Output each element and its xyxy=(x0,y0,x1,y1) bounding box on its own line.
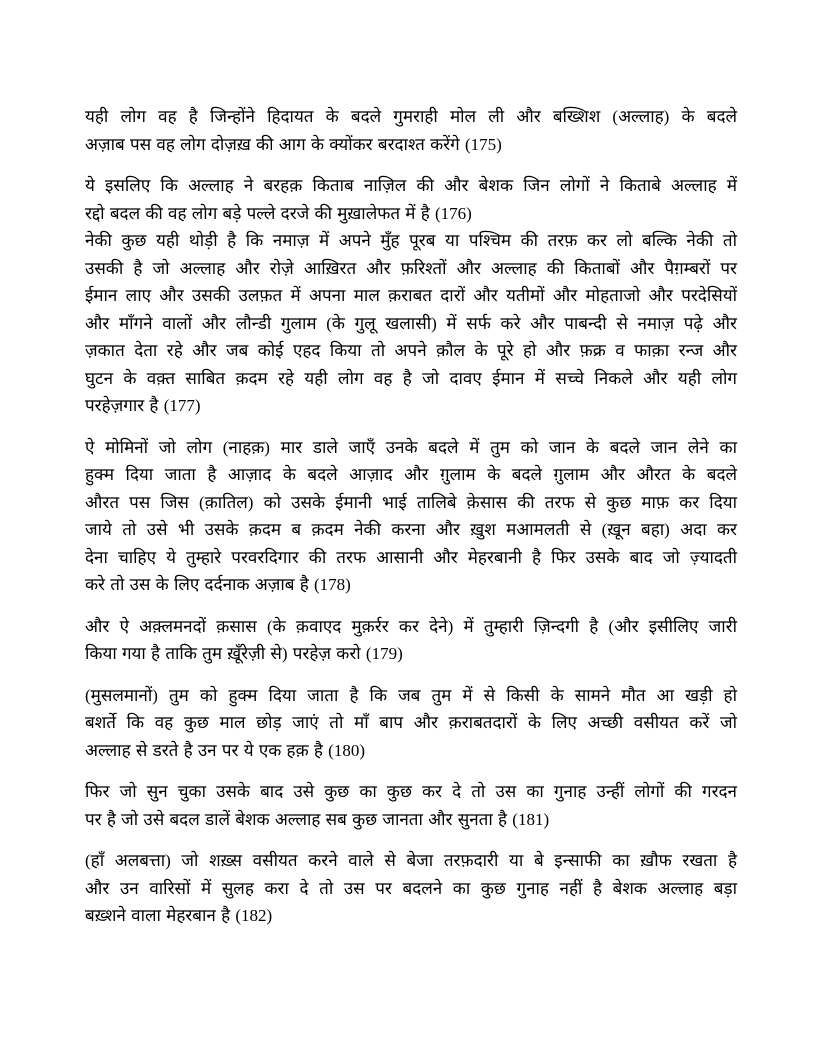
text-line: और ऐ अक़्लमनदों क़सास (के क़वाएद मुक़र्रर कर देने) में तुम्हारी ज़िन्दगी है (और इसीलिए जारी xyxy=(85,616,737,636)
text-line: उसकी है जो अल्लाह और रोज़े आख़िरत और फ़रिश्तों और अल्लाह की किताबों और पैग़म्बरों पर xyxy=(85,258,737,278)
text-line: हुक्म दिया जाता है आज़ाद के बदले आज़ाद और ग़ुलाम के बदले ग़ुलाम और औरत के बदले xyxy=(85,465,737,484)
text-line: औरत पस जिस (क़ातिल) को उसके ईमानी भाई तालिबे क़ेसास की तरफ से कुछ माफ़ कर दिया xyxy=(85,492,737,512)
text-line: (हाँ अलबत्ता) जो शख़्स वसीयत करने वाले से बेजा तरफ़दारी या बे इन्साफी का ख़ौफ रखता है xyxy=(85,851,737,870)
text-line: परहेज़गार है (177) xyxy=(85,396,201,415)
text-line: अज़ाब पस वह लोग दोज़ख़ की आग के क्योंकर बरदाश्त करेंगे (175) xyxy=(85,134,502,154)
text-line: बख़्शने वाला मेहरबान है (182) xyxy=(85,906,273,925)
verse-paragraph-176 xyxy=(85,172,737,227)
text-line: किया गया है ताकि तुम ख़ूँरेज़ी से) परहेज़ करो (179) xyxy=(85,644,403,663)
text-line: फिर जो सुन चुका उसके बाद उसे कुछ का कुछ कर दे तो उस का गुनाह उन्हीं लोगों की गरदन xyxy=(85,782,737,801)
text-line: और उन वारिसों में सुलह करा दे तो उस पर बदलने का कुछ गुनाह नहीं है बेशक अल्लाह बड़ा xyxy=(85,878,737,898)
text-line: यही लोग वह है जिन्होंने हिदायत के बदले गुमराही मोल ली और बख्शिश (अल्लाह) के बदले xyxy=(85,107,737,126)
verse-paragraph-178 xyxy=(85,434,737,599)
verse-paragraph-177 xyxy=(85,227,737,420)
text-line: अल्लाह से डरते है उन पर ये एक हक़ है (180) xyxy=(85,740,365,760)
text-line: घुटन के वक़्त साबित क़दम रहे यही लोग वह है जो दावए ईमान में सच्चे निकले और यही लोग xyxy=(85,368,737,388)
verse-paragraph-180 xyxy=(85,682,737,765)
text-line: नेकी कुछ यही थोड़ी है कि नमाज़ में अपने मुँह पूरब या पश्चिम की तरफ़ कर लो बल्कि नेकी तो xyxy=(85,231,737,250)
verse-paragraph-179 xyxy=(85,613,737,668)
text-line: ये इसलिए कि अल्लाह ने बरहक़ किताब नाज़िल की और बेशक जिन लोगों ने किताबे अल्लाह में xyxy=(85,176,737,195)
verse-paragraph-181 xyxy=(85,778,737,833)
text-line: ऐ मोमिनों जो लोग (नाहक़) मार डाले जाएँ उनके बदले में तुम को जान के बदले जान लेने का xyxy=(85,437,737,457)
text-line: ईमान लाए और उसकी उलफ़त में अपना माल क़राबत दारों और यतीमों और मोहताजो और परदेसियों xyxy=(85,286,737,305)
text-line: रद्दो बदल की वह लोग बड़े पल्ले दरजे की मुख़ालेफत में है (176) xyxy=(85,203,472,223)
text-line: बशर्ते कि वह कुछ माल छोड़ जाएं तो माँ बाप और क़राबतदारों के लिए अच्छी वसीयत करें जो xyxy=(85,713,737,732)
text-line: देना चाहिए ये तुम्हारे परवरदिगार की तरफ आसानी और मेहरबानी है फिर उसके बाद जो ज़्यादती xyxy=(85,547,737,567)
text-line: (मुसलमानों) तुम को हुक्म दिया जाता है कि जब तुम में से किसी के सामने मौत आ खड़ी हो xyxy=(85,685,737,705)
page-text-content xyxy=(85,103,737,930)
text-line: ज़कात देता रहे और जब कोई एहद किया तो अपने क़ौल के पूरे हो और फ़क्र व फाक़ा रन्ज और xyxy=(85,341,737,360)
verse-paragraph-175 xyxy=(85,103,737,158)
text-line: और माँगने वालों और लौन्डी गुलाम (के गुलू खलासी) में सर्फ करे और पाबन्दी से नमाज़ पढ़े और xyxy=(85,313,737,333)
verse-paragraph-182 xyxy=(85,847,737,930)
text-line: पर है जो उसे बदल डालें बेशक अल्लाह सब कुछ जानता और सुनता है (181) xyxy=(85,809,550,829)
text-line: जाये तो उसे भी उसके क़दम ब क़दम नेकी करना और ख़ुश मआमलती से (ख़ून बहा) अदा कर xyxy=(85,520,737,539)
text-line: करे तो उस के लिए दर्दनाक अज़ाब है (178) xyxy=(85,575,351,594)
